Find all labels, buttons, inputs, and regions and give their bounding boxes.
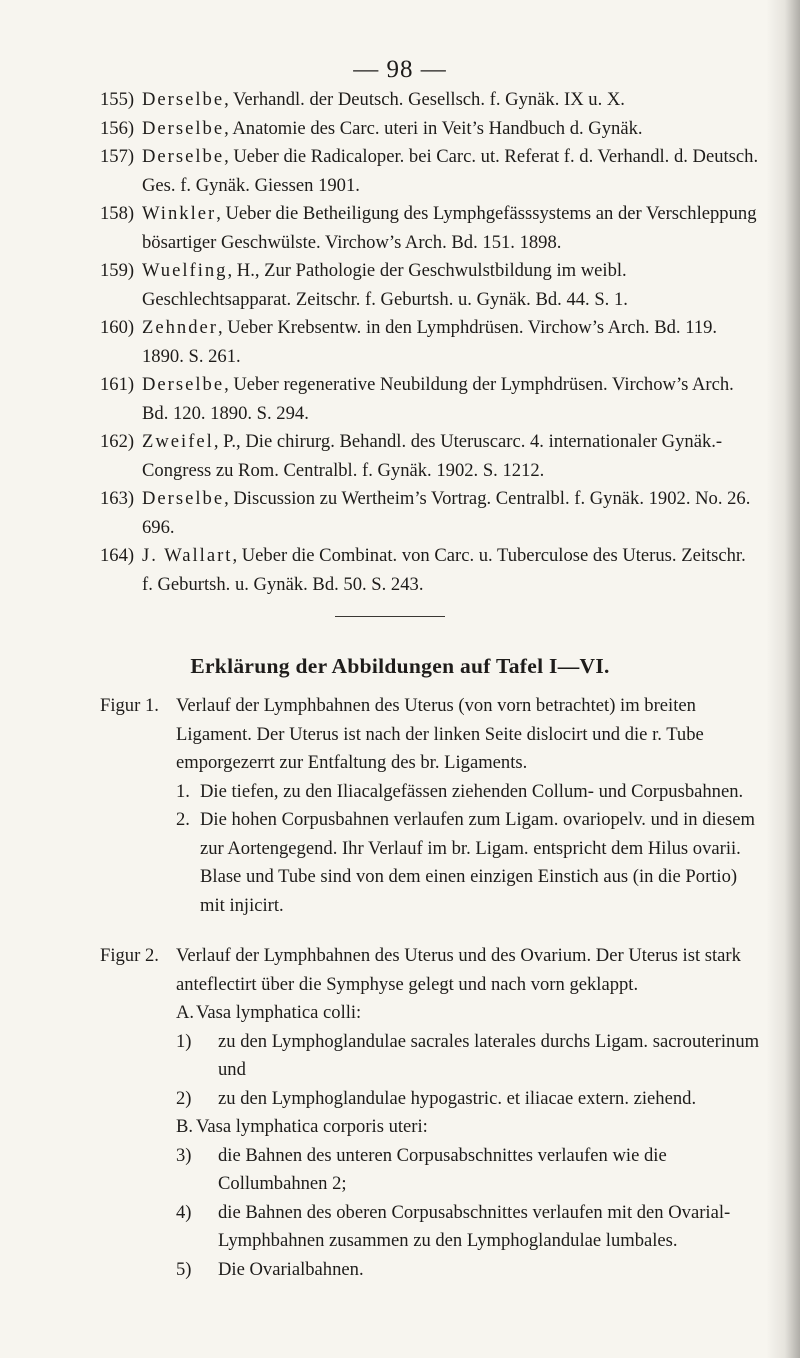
reference-author: Derselbe	[142, 488, 225, 509]
section-divider	[335, 616, 445, 617]
reference-text: , Ueber die Combinat. von Carc. u. Tuberculose des Uterus. Zeitschr. f. Geburtsh. u. Gynäk. Bd. 50. S. 243.	[142, 545, 746, 595]
figure-item-text: zu den Lymphoglandulae hypogastric. et iliacae extern. ziehend.	[218, 1087, 697, 1109]
reference-author: Winkler	[142, 203, 217, 224]
reference-item	[100, 143, 760, 200]
figure-item	[176, 1028, 760, 1085]
figure-group	[176, 1113, 760, 1142]
figure-item	[176, 1085, 760, 1114]
reference-author: J. Wallart	[142, 545, 233, 566]
reference-number: 164)	[100, 545, 135, 566]
figure-item-number: 5)	[176, 1258, 192, 1280]
scan-shadow-edge	[766, 0, 800, 1358]
reference-text: , Ueber die Radicaloper. bei Carc. ut. Referat f. d. Verhandl. d. Deutsch. Ges. f. Gynäk. Giessen 1901.	[142, 146, 759, 196]
reference-number: 159)	[100, 260, 135, 281]
figure-item-number: 4)	[176, 1201, 192, 1223]
figure-item-text: Die hohen Corpusbahnen verlaufen zum Ligam. ovariopelv. und in diesem zur Aortengegend. Ihr Verlauf im br. Ligam. entspricht dem Hilus ovarii. Blase und Tube sind von dem einen einzigen Einstich aus (in die Portio) mit injicirt.	[200, 809, 755, 916]
figure-group	[176, 999, 760, 1028]
figure-item-text: Die tiefen, zu den Iliacalgefässen ziehenden Collum- und Corpusbahnen.	[200, 780, 744, 802]
reference-text: , Ueber Krebsentw. in den Lymphdrüsen. Virchow’s Arch. Bd. 119. 1890. S. 261.	[142, 317, 718, 367]
reference-text: , Ueber regenerative Neubildung der Lymphdrüsen. Virchow’s Arch. Bd. 120. 1890. S. 294.	[142, 374, 734, 424]
reference-item	[100, 115, 760, 144]
figure-item-text: die Bahnen des oberen Corpusabschnittes verlaufen mit den Ovarial-Lymphbahnen zusammen zu den Lymphoglandulae lumbales.	[218, 1201, 731, 1251]
figure-item-text: zu den Lymphoglandulae sacrales laterales durchs Ligam. sacrouterinum und	[218, 1030, 760, 1080]
reference-item	[100, 428, 760, 485]
figure-item	[176, 1256, 760, 1285]
reference-list	[100, 86, 760, 599]
reference-text: , Ueber die Betheiligung des Lymphgefässsystems an der Verschleppung bösartiger Geschwülste. Virchow’s Arch. Bd. 151. 1898.	[142, 203, 757, 253]
reference-author: Zweifel	[142, 431, 214, 452]
reference-item	[100, 542, 760, 599]
reference-number: 158)	[100, 203, 135, 224]
figure-item	[176, 806, 760, 920]
figure-item-number: 3)	[176, 1144, 192, 1166]
reference-author: Wuelfing	[142, 260, 228, 281]
reference-text: , P., Die chirurg. Behandl. des Uteruscarc. 4. internationaler Gynäk.-Congress zu Rom. Centralbl. f. Gynäk. 1902. S. 1212.	[142, 431, 723, 481]
figure-label: Figur 2.	[100, 945, 159, 966]
figure-group-letter: B.	[176, 1116, 194, 1137]
reference-text: , Verhandl. der Deutsch. Gesellsch. f. Gynäk. IX u. X.	[224, 89, 625, 110]
reference-number: 163)	[100, 488, 135, 509]
figure-item	[176, 778, 760, 807]
figure-group-title: Vasa lymphatica colli:	[196, 1002, 362, 1023]
figure-item-number: 1)	[176, 1030, 192, 1052]
figure-description	[176, 692, 760, 920]
reference-author: Derselbe	[142, 146, 225, 167]
reference-item	[100, 257, 760, 314]
reference-author: Derselbe	[142, 374, 225, 395]
figure-intro: Verlauf der Lymphbahnen des Uterus und des Ovarium. Der Uterus ist stark anteflectirt über die Symphyse gelegt und nach vorn geklappt.	[176, 945, 741, 995]
figure-2-legend	[100, 942, 760, 1284]
reference-item	[100, 200, 760, 257]
reference-text: , Discussion zu Wertheim’s Vortrag. Centralbl. f. Gynäk. 1902. No. 26. 696.	[142, 488, 751, 538]
reference-author: Derselbe	[142, 89, 225, 110]
reference-number: 160)	[100, 317, 135, 338]
reference-author: Zehnder	[142, 317, 218, 338]
figure-item-text: Die Ovarialbahnen.	[218, 1258, 364, 1280]
figure-item	[176, 1142, 760, 1199]
reference-number: 155)	[100, 89, 135, 110]
figure-label: Figur 1.	[100, 695, 159, 716]
reference-number: 162)	[100, 431, 135, 452]
reference-item	[100, 314, 760, 371]
reference-number: 161)	[100, 374, 135, 395]
figure-description	[176, 942, 760, 1284]
reference-item	[100, 485, 760, 542]
reference-author: Derselbe	[142, 117, 225, 139]
section-title: Erklärung der Abbildungen auf Tafel I—VI.	[190, 654, 610, 678]
reference-number: 156)	[100, 117, 135, 139]
reference-number: 157)	[100, 146, 135, 167]
reference-item	[100, 86, 760, 115]
figure-item-number: 1.	[176, 780, 190, 802]
figure-1-legend	[100, 692, 760, 920]
figure-item-number: 2)	[176, 1087, 192, 1109]
page-number: — 98 —	[353, 56, 447, 83]
reference-item	[100, 371, 760, 428]
reference-text: , Anatomie des Carc. uteri in Veit’s Handbuch d. Gynäk.	[224, 117, 643, 139]
figure-item-text: die Bahnen des unteren Corpusabschnittes verlaufen wie die Collumbahnen 2;	[218, 1144, 667, 1194]
figure-group-title: Vasa lymphatica corporis uteri:	[196, 1116, 428, 1137]
figure-intro: Verlauf der Lymphbahnen des Uterus (von vorn betrachtet) im breiten Ligament. Der Uterus ist nach der linken Seite dislocirt und die r. Tube emporgezerrt zur Entfaltung des br. Ligaments.	[176, 695, 704, 773]
figure-item	[176, 1199, 760, 1256]
figure-item-number: 2.	[176, 809, 190, 830]
figure-group-letter: A.	[176, 1002, 195, 1023]
reference-text: , H., Zur Pathologie der Geschwulstbildung im weibl. Geschlechtsapparat. Zeitschr. f. Geburtsh. u. Gynäk. Bd. 44. S. 1.	[142, 260, 628, 310]
